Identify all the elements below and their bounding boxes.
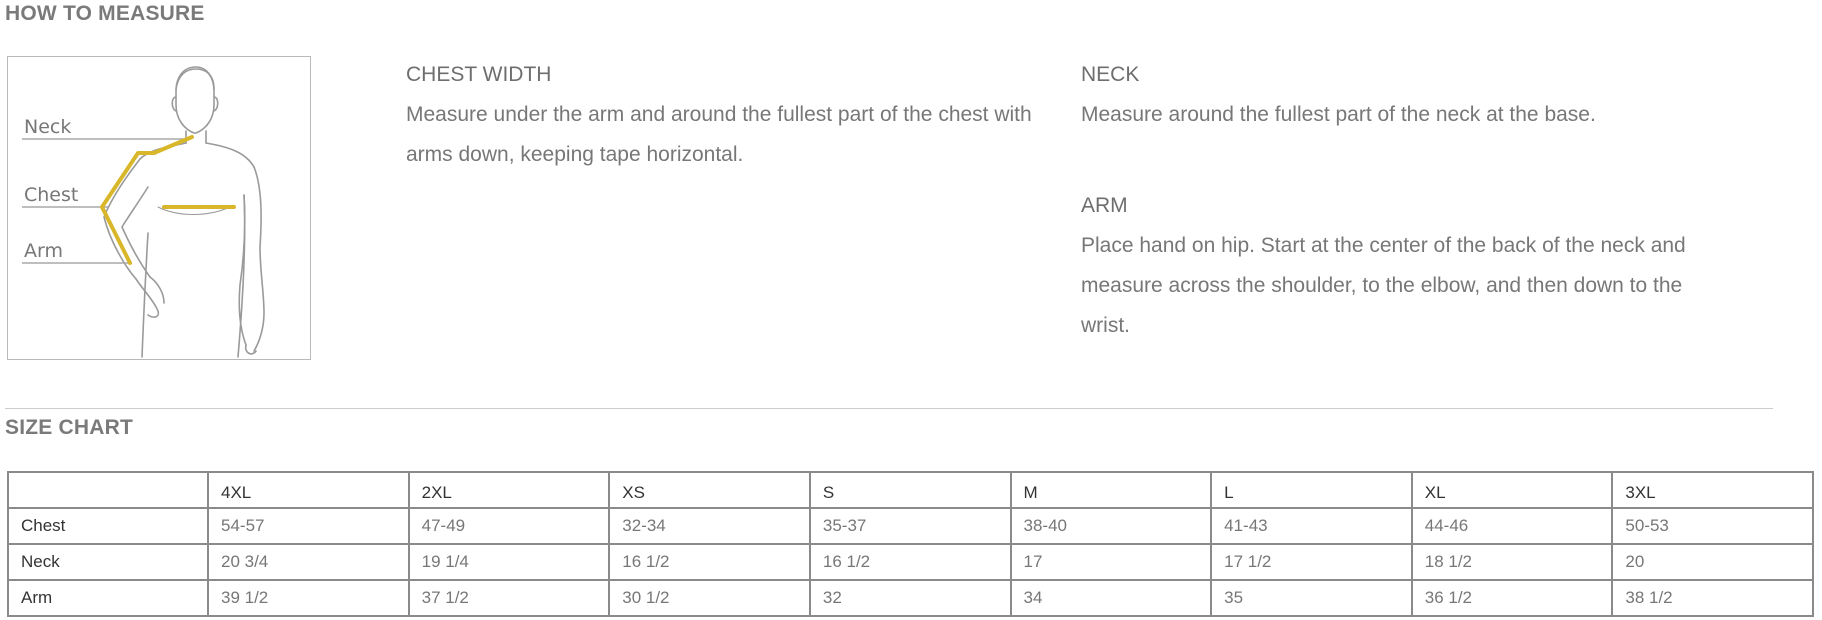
table-cell: 38-40: [1011, 508, 1212, 544]
table-cell: 30 1/2: [609, 580, 810, 616]
how-to-measure-heading: HOW TO MEASURE: [5, 2, 205, 25]
header-cell-size: 4XL: [208, 472, 409, 508]
arm-instruction: [1081, 186, 1721, 346]
chest-width-title: CHEST WIDTH: [406, 63, 552, 86]
header-cell-size: S: [810, 472, 1011, 508]
table-cell: 50-53: [1612, 508, 1813, 544]
header-cell-size: XS: [609, 472, 810, 508]
table-cell: 35: [1211, 580, 1412, 616]
header-cell-empty: [8, 472, 208, 508]
table-cell: 20 3/4: [208, 544, 409, 580]
measuring-tape-lines: [102, 137, 234, 263]
neck-title: NECK: [1081, 63, 1140, 86]
size-chart-table: [7, 471, 1814, 617]
table-cell: 37 1/2: [409, 580, 610, 616]
row-label: Neck: [8, 544, 208, 580]
header-cell-size: XL: [1412, 472, 1613, 508]
body-figure-illustration: [8, 57, 310, 359]
header-cell-size: 2XL: [409, 472, 610, 508]
arm-title: ARM: [1081, 194, 1128, 217]
row-label: Arm: [8, 580, 208, 616]
table-cell: 18 1/2: [1412, 544, 1613, 580]
header-cell-size: L: [1211, 472, 1412, 508]
header-cell-size: M: [1011, 472, 1212, 508]
table-cell: 41-43: [1211, 508, 1412, 544]
table-cell: 16 1/2: [810, 544, 1011, 580]
table-cell: 44-46: [1412, 508, 1613, 544]
table-cell: 35-37: [810, 508, 1011, 544]
table-cell: 32-34: [609, 508, 810, 544]
table-cell: 17: [1011, 544, 1212, 580]
table-row-chest: [8, 508, 1813, 544]
table-cell: 39 1/2: [208, 580, 409, 616]
table-cell: 38 1/2: [1612, 580, 1813, 616]
table-row-neck: [8, 544, 1813, 580]
measurement-diagram: [7, 56, 311, 360]
chest-width-text: Measure under the arm and around the fullest part of the chest with arms down, keeping tape horizontal.: [406, 103, 1032, 166]
table-cell: 20: [1612, 544, 1813, 580]
table-cell: 32: [810, 580, 1011, 616]
table-cell: 17 1/2: [1211, 544, 1412, 580]
section-divider: [5, 408, 1773, 409]
neck-text: Measure around the fullest part of the neck at the base.: [1081, 103, 1596, 126]
table-cell: 16 1/2: [609, 544, 810, 580]
row-label: Chest: [8, 508, 208, 544]
diagram-label-arm: Arm: [24, 240, 63, 262]
table-cell: 19 1/4: [409, 544, 610, 580]
table-cell: 34: [1011, 580, 1212, 616]
diagram-label-chest: Chest: [24, 184, 79, 206]
table-cell: 54-57: [208, 508, 409, 544]
chest-width-instruction: [406, 55, 1046, 175]
diagram-label-neck: Neck: [24, 116, 72, 138]
size-chart-heading: SIZE CHART: [5, 416, 133, 439]
arm-text: Place hand on hip. Start at the center of the back of the neck and measure across the shoulder, to the elbow, and then down to the wrist.: [1081, 234, 1686, 337]
table-cell: 36 1/2: [1412, 580, 1613, 616]
table-header-row: [8, 472, 1813, 508]
neck-instruction: [1081, 55, 1721, 135]
table-cell: 47-49: [409, 508, 610, 544]
table-row-arm: [8, 580, 1813, 616]
header-cell-size: 3XL: [1612, 472, 1813, 508]
